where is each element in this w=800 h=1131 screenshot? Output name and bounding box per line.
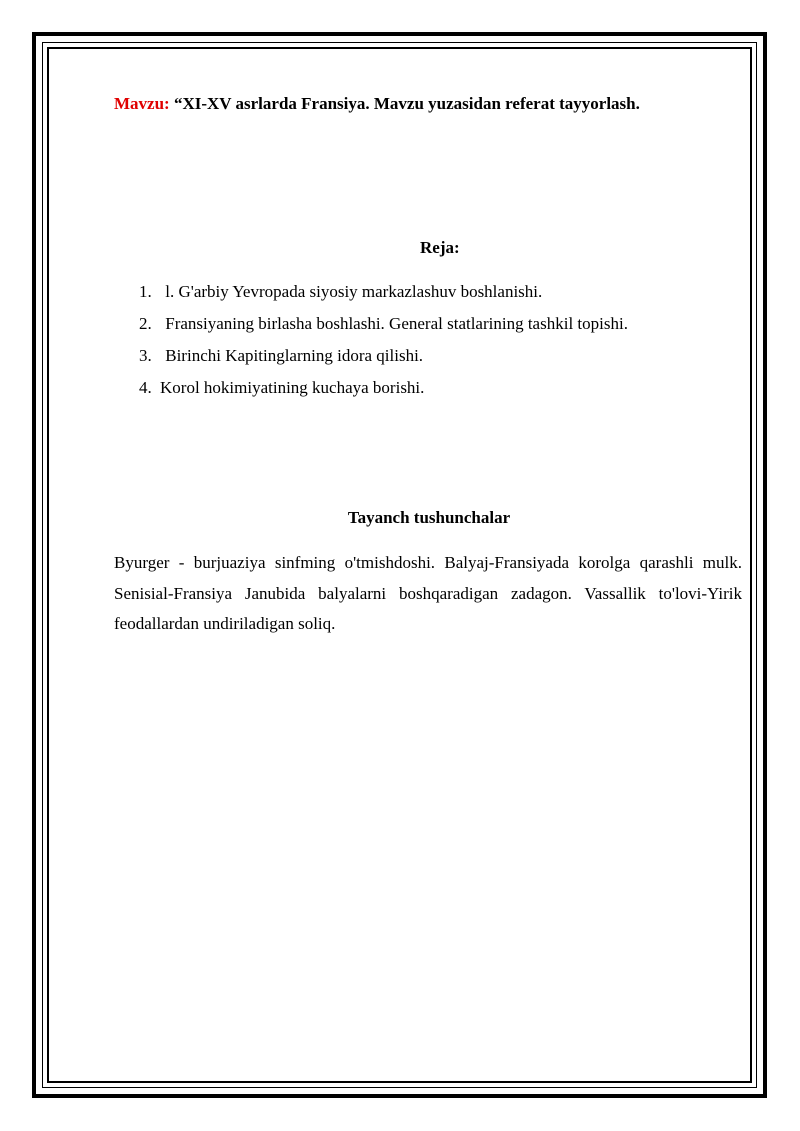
plan-list: [139, 280, 628, 408]
plan-item-number: 4.: [139, 378, 152, 397]
plan-item-number: 2.: [139, 314, 152, 333]
plan-item: [139, 312, 628, 344]
plan-item: [139, 344, 628, 376]
concepts-heading: Tayanch tushunchalar: [347, 508, 511, 527]
plan-item-number: 3.: [139, 346, 152, 365]
plan-item-text: Birinchi Kapitinglarning idora qilishi.: [165, 346, 424, 365]
topic-title: “XI-XV asrlarda Fransiya. Mavzu yuzasidan referat tayyorlash.: [173, 94, 640, 113]
plan-item: [139, 376, 628, 408]
plan-heading: Reja:: [420, 238, 460, 257]
plan-item-text: Fransiyaning birlasha boshlashi. General statlarining tashkil topishi.: [165, 314, 628, 333]
plan-item: [139, 280, 628, 312]
plan-item-number: 1.: [139, 282, 152, 301]
topic-line: [114, 94, 640, 114]
plan-item-text: Korol hokimiyatining kuchaya borishi.: [160, 378, 425, 397]
topic-label: Mavzu:: [114, 94, 170, 113]
concepts-paragraph: Byurger - burjuaziya sinfming o'tmishdoshi. Balyaj-Fransiyada korolga qarashli mulk. Senisial-Fransiya Janubida balyalarni boshqaradigan zadagon. Vassallik to'lovi-Yirik feodallardan undiriladigan soliq.: [114, 553, 742, 633]
plan-item-text: l. G'arbiy Yevropada siyosiy markazlashuv boshlanishi.: [165, 282, 543, 301]
